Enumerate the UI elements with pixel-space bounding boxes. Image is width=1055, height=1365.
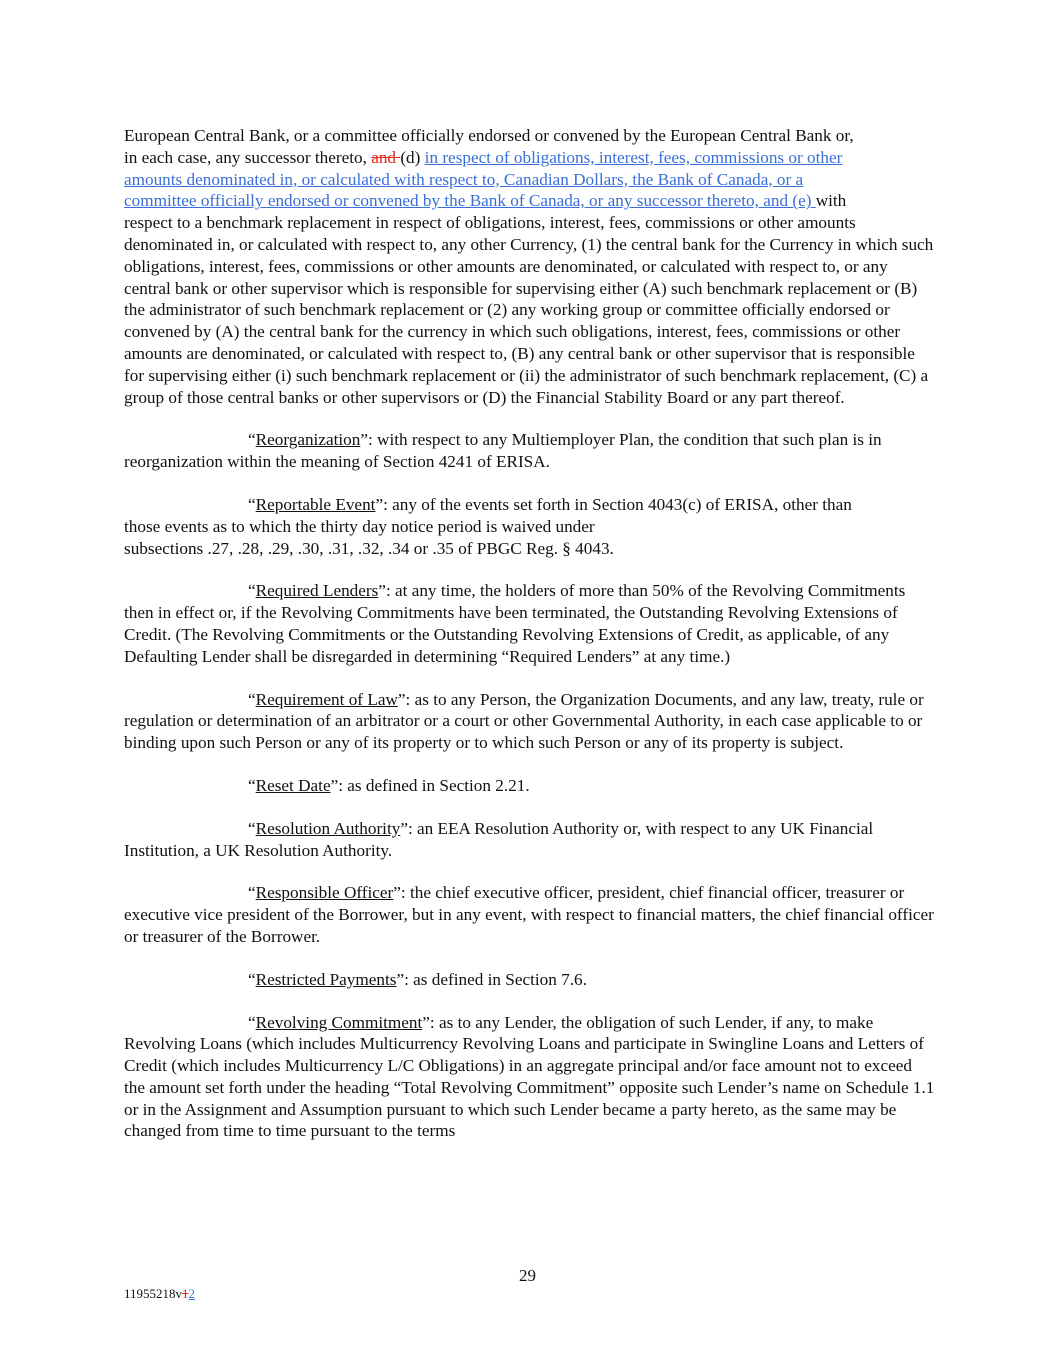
close-quote: ” <box>400 818 408 838</box>
close-quote: ” <box>397 689 406 709</box>
definition-body: : as to any Lender, the obligation of such Lender, if any, to make Revolving Loans (which includes Multicurrency Revolving Loans and participate in Swingline Loans and Letters of Credit (which includes Multicurrency L/C Obligations) in an aggregate principal and/or face amount not to exceed the amount set forth under the heading “Total Revolving Commitment” opposite such Lender’s name on Schedule 1.1 or in the Assignment and Assumption pursuant to which such Lender became a party hereto, as the same may be changed from time to time pursuant to the terms <box>124 1012 935 1141</box>
document-id-inserted-version: 2 <box>188 1286 196 1301</box>
document-id <box>124 1286 195 1302</box>
definition-restricted-payments <box>124 969 936 991</box>
close-quote: ” <box>378 581 386 601</box>
inserted-text-part-1: in respect of obligations, interest, fees, commissions or other <box>424 147 843 167</box>
open-quote: “ <box>248 581 256 601</box>
definition-requirement-of-law <box>124 689 936 754</box>
close-quote: ” <box>375 494 384 514</box>
intro-line-2 <box>124 147 936 169</box>
definition-reset-date <box>124 775 936 797</box>
term-required-lenders: Required Lenders <box>255 581 379 601</box>
open-quote: “ <box>248 494 256 514</box>
term-requirement-of-law: Requirement of Law <box>255 689 398 709</box>
definition-revolving-commitment <box>124 1012 936 1143</box>
term-restricted-payments: Restricted Payments <box>255 969 397 989</box>
definition-resolution-authority <box>124 818 936 862</box>
definition-body: : at any time, the holders of more than 50% of the Revolving Commitments then in effect or, if the Revolving Commitments have been terminated, the Outstanding Revolving Extensions of Credit. (The Revolving Commitments or the Outstanding Revolving Extensions of Credit, as applicable, of any Defaulting Lender shall be disregarded in determining “Required Lenders” at any time.) <box>124 581 906 666</box>
document-id-prefix: 11955218v <box>124 1286 183 1301</box>
term-responsible-officer: Responsible Officer <box>255 883 394 903</box>
definition-body-line-3: subsections .27, .28, .29, .30, .31, .32, .34 or .35 of PBGC Reg. § 4043. <box>124 538 614 558</box>
close-quote: ” <box>393 883 401 903</box>
close-quote: ” <box>396 969 405 989</box>
term-revolving-commitment: Revolving Commitment <box>255 1012 423 1032</box>
open-quote: “ <box>248 775 256 795</box>
close-quote: ” <box>360 430 368 450</box>
term-resolution-authority: Resolution Authority <box>255 818 401 838</box>
open-quote: “ <box>248 969 256 989</box>
clause-d-label: (d) <box>400 147 425 167</box>
open-quote: “ <box>248 818 256 838</box>
definition-responsible-officer <box>124 882 936 947</box>
document-page <box>124 125 936 1163</box>
term-reset-date: Reset Date <box>255 775 331 795</box>
page-number: 29 <box>519 1266 536 1285</box>
intro-paragraph <box>124 125 936 408</box>
term-reorganization: Reorganization <box>255 430 361 450</box>
definition-body-line-2: those events as to which the thirty day notice period is waived under <box>124 516 595 536</box>
definition-body-line-1: : any of the events set forth in Section 4043(c) of ERISA, other than <box>383 494 852 514</box>
intro-line-2-prefix: in each case, any successor thereto, <box>124 147 372 167</box>
inserted-text-part-2: amounts denominated in, or calculated with respect to, Canadian Dollars, the Bank of Canada, or a <box>124 169 804 189</box>
term-reportable-event: Reportable Event <box>255 494 376 514</box>
definition-body: : as defined in Section 2.21. <box>338 775 530 795</box>
definition-body: : with respect to any Multiemployer Plan, the condition that such plan is in reorganization within the meaning of Section 4241 of ERISA. <box>124 430 882 472</box>
document-id-deleted-version: 1 <box>182 1286 189 1301</box>
open-quote: “ <box>248 1012 256 1032</box>
open-quote: “ <box>248 430 256 450</box>
open-quote: “ <box>248 883 256 903</box>
definition-body: : as defined in Section 7.6. <box>404 969 587 989</box>
deleted-text-and: and <box>371 147 401 167</box>
definition-body: : the chief executive officer, president, chief financial officer, treasurer or executive vice president of the Borrower, but in any event, with respect to financial matters, the chief financial officer or treasurer of the Borrower. <box>124 883 934 946</box>
intro-rest: respect to a benchmark replacement in respect of obligations, interest, fees, commissions or other amounts denominated in, or calculated with respect to, any other Currency, (1) the central bank for the Currency in which such obligations, interest, fees, commissions or other amounts are denominated, or calculated with respect to, or any central bank or other supervisor which is responsible for supervising either (A) such benchmark replacement or (B) the administrator of such benchmark replacement or (2) any working group or committee officially endorsed or convened by (A) the central bank for the currency in which such obligations, interest, fees, commissions or other amounts are denominated, or calculated with respect to, (B) any central bank or other supervisor that is responsible for supervising either (i) such benchmark replacement or (ii) the administrator of such benchmark replacement, (C) a group of those central banks or other supervisors or (D) the Financial Stability Board or any part thereof. <box>124 213 934 407</box>
definition-body: : as to any Person, the Organization Documents, and any law, treaty, rule or regulation or determination of an arbitrator or a court or other Governmental Authority, in each case applicable to or binding upon such Person or any of its property or to which such Person or any of its property is subject. <box>124 689 924 753</box>
intro-line-1: European Central Bank, or a committee officially endorsed or convened by the European Central Bank or, <box>124 126 854 145</box>
close-quote: ” <box>422 1012 430 1032</box>
definition-reportable-event <box>124 494 936 559</box>
definition-reorganization <box>124 429 936 473</box>
intro-line-4-suffix: with <box>815 191 847 211</box>
intro-line-4 <box>124 190 936 212</box>
open-quote: “ <box>248 689 256 709</box>
inserted-text-part-3: committee officially endorsed or convened by the Bank of Canada, or any successor thereto, and (e) <box>124 191 816 211</box>
definition-required-lenders <box>124 580 936 667</box>
definition-body: : an EEA Resolution Authority or, with respect to any UK Financial Institution, a UK Resolution Authority. <box>124 818 874 860</box>
close-quote: ” <box>330 775 339 795</box>
